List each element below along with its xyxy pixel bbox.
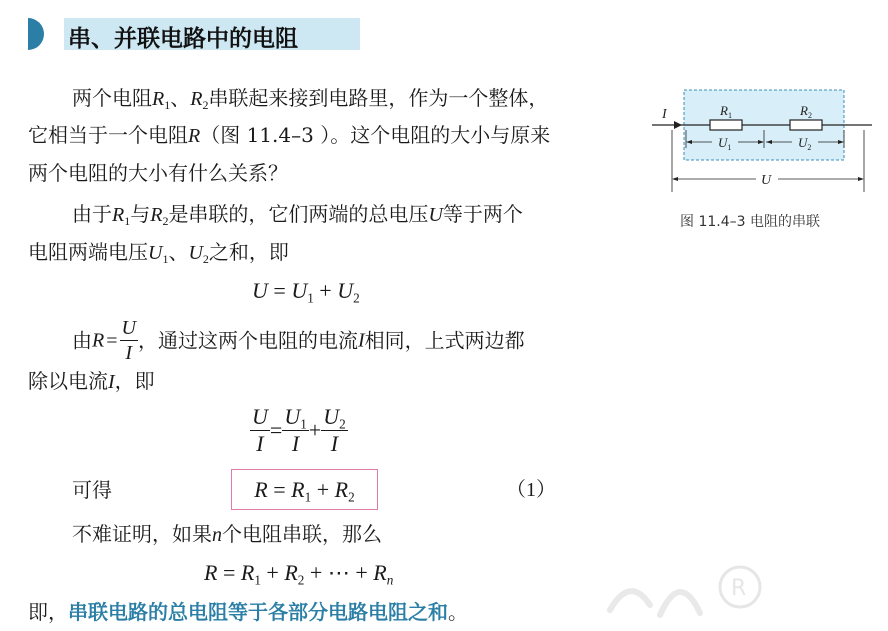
- current-arrow-icon: [674, 121, 682, 129]
- p3-line2: 除以电流I，即: [28, 369, 155, 393]
- resistor-r1: [710, 120, 742, 130]
- p1-line3: 两个电阻的大小有什么关系？: [28, 161, 288, 185]
- heading-tab-marker: [28, 18, 44, 50]
- heading-title-background: [64, 18, 360, 50]
- r2-label: $R_2$: [800, 103, 812, 120]
- publisher-watermark-icon: [600, 555, 780, 625]
- p4-label: 可得: [72, 478, 112, 502]
- p1-line1: 两个电阻$R_1$、$R_2$串联起来接到电路里，作为一个整体，: [72, 86, 549, 113]
- equation-n-resistors: $R = R_1 + R_2$ + ⋯ + $R_n$: [204, 560, 394, 588]
- heading-title: 串、并联电路中的电阻: [68, 26, 298, 52]
- svg-text:R: R: [731, 576, 747, 601]
- resistor-r2: [790, 120, 822, 130]
- equation-voltage-sum: $U = U_1 + U_2$: [252, 278, 360, 306]
- p3-line1: 由R = $\frac{U}{I}$ ，通过这两个电阻的电流I相同，上式两边都: [72, 317, 525, 364]
- conclusion-highlight: 串联电路的总电阻等于各部分电路电阻之和: [68, 600, 448, 624]
- series-resistor-diagram: [648, 84, 880, 204]
- equation-number: （1）: [506, 479, 556, 501]
- current-label: I: [662, 107, 667, 122]
- equation-divided-by-current: $\frac{U}{I}$ = $\frac{U_1}{I}$ + $\frac{U_2}{I}$: [252, 404, 346, 456]
- p1-line2: 它相当于一个电阻R（图 11.4–3 ）。这个电阻的大小与原来: [28, 123, 551, 147]
- p2-line2: 电阻两端电压$U_1$、$U_2$之和，即: [28, 240, 289, 267]
- p5-line: 不难证明，如果n个电阻串联，那么: [72, 522, 382, 546]
- u-total-label: U: [761, 173, 772, 188]
- conclusion-line: 即，串联电路的总电阻等于各部分电路电阻之和。: [28, 600, 468, 624]
- r1-label: $R_1$: [720, 103, 732, 120]
- p2-line1: 由于$R_1$与$R_2$是串联的，它们两端的总电压U等于两个: [72, 202, 523, 229]
- u1-label: $U_1$: [718, 135, 732, 152]
- fraction-u-over-i: $\frac{U}{I}$: [121, 317, 136, 364]
- boxed-equation-total-resistance: $R = R_1 + R_2$: [231, 469, 378, 510]
- figure-caption: 图 11.4–3 电阻的串联: [680, 214, 820, 230]
- u2-label: $U_2$: [798, 135, 812, 152]
